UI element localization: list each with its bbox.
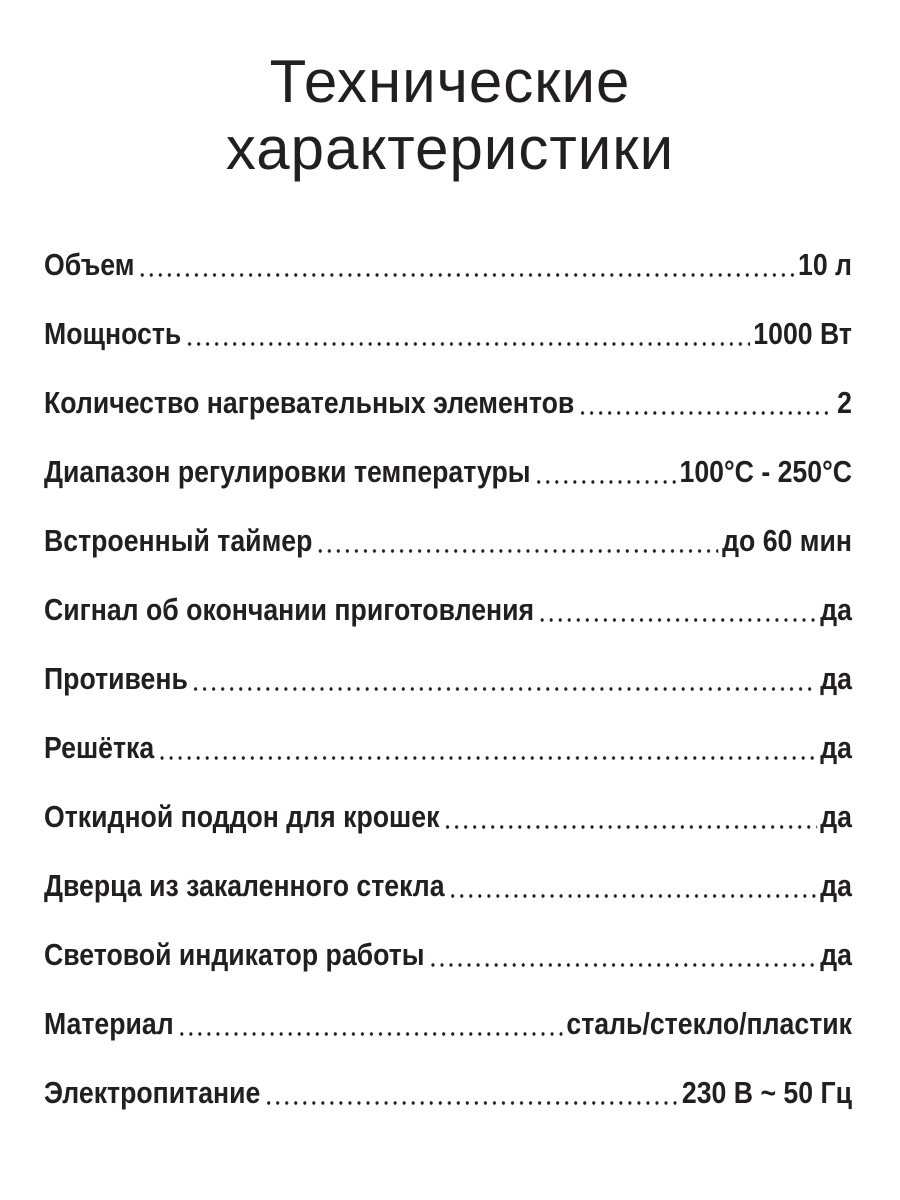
dot-leader: [578, 411, 834, 415]
spec-label: Сигнал об окончании приготовления: [44, 591, 535, 627]
spec-row-temperature-range: [44, 437, 852, 506]
spec-value: да: [820, 867, 852, 903]
spec-label: Решётка: [44, 729, 155, 765]
spec-value: 2: [837, 384, 852, 420]
spec-label: Электропитание: [44, 1074, 261, 1110]
title-line-2: характеристики: [225, 115, 675, 182]
spec-label: Количество нагревательных элементов: [44, 384, 575, 420]
spec-value: да: [820, 591, 852, 627]
spec-row-heating-elements: [44, 368, 852, 437]
dot-leader: [158, 756, 817, 760]
spec-label: Противень: [44, 660, 188, 696]
spec-value: до 60 мин: [722, 522, 852, 558]
spec-row-glass-door: [44, 851, 852, 920]
page-title: [0, 48, 900, 182]
spec-row-power-supply: [44, 1058, 852, 1127]
spec-label: Дверца из закаленного стекла: [44, 867, 445, 903]
spec-value: 230 В ~ 50 Гц: [681, 1074, 852, 1110]
spec-label: Объем: [44, 246, 135, 282]
spec-row-material: [44, 989, 852, 1058]
spec-label: Мощность: [44, 315, 182, 351]
spec-value: 10 л: [797, 246, 852, 282]
spec-row-timer: [44, 506, 852, 575]
spec-row-power: [44, 299, 852, 368]
dot-leader: [316, 549, 719, 553]
dot-leader: [138, 273, 795, 277]
spec-row-grill-rack: [44, 713, 852, 782]
dot-leader: [428, 963, 817, 967]
spec-value: да: [820, 660, 852, 696]
dot-leader: [177, 1032, 563, 1036]
dot-leader: [443, 825, 817, 829]
spec-value: 1000 Вт: [753, 315, 852, 351]
spec-label: Материал: [44, 1005, 174, 1041]
spec-value: да: [820, 798, 852, 834]
spec-row-crumb-tray: [44, 782, 852, 851]
spec-row-volume: [44, 230, 852, 299]
dot-leader: [191, 687, 816, 691]
spec-value: да: [820, 729, 852, 765]
spec-value: 100°С - 250°С: [679, 453, 852, 489]
spec-value: да: [820, 936, 852, 972]
spec-row-end-signal: [44, 575, 852, 644]
spec-label: Встроенный таймер: [44, 522, 313, 558]
dot-leader: [264, 1101, 679, 1105]
dot-leader: [538, 618, 817, 622]
title-line-1: Технические: [269, 48, 631, 115]
dot-leader: [185, 342, 750, 346]
spec-label: Диапазон регулировки температуры: [44, 453, 531, 489]
spec-value: сталь/стекло/пластик: [566, 1005, 852, 1041]
spec-row-baking-tray: [44, 644, 852, 713]
spec-label: Откидной поддон для крошек: [44, 798, 440, 834]
spec-row-indicator-light: [44, 920, 852, 989]
spec-label: Световой индикатор работы: [44, 936, 425, 972]
dot-leader: [534, 480, 676, 484]
spec-list: [44, 230, 852, 1127]
dot-leader: [448, 894, 817, 898]
